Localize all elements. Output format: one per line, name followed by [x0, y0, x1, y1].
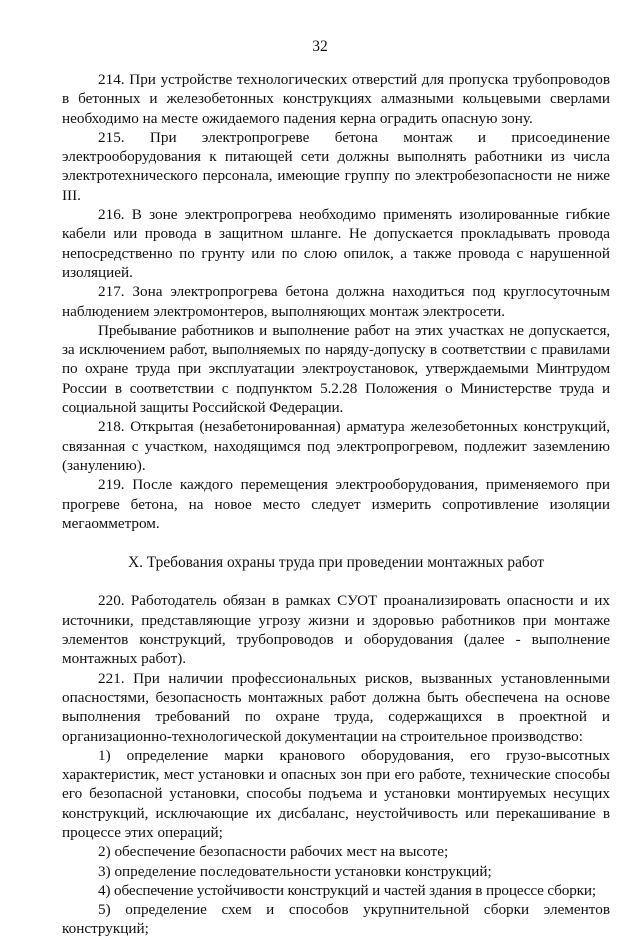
list-item-5: 5) определение схем и способов укрупнительной сборки элементов конструкций;	[62, 901, 610, 938]
paragraph-221: 221. При наличии профессиональных рисков, вызванных установленными опасностями, безопасность монтажных работ должна быть обеспечена на основе выполнения требований по охране труда, содержащихся в проектной и организационно-технологической документации на строительное производство:	[62, 669, 610, 745]
list-item-4: 4) обеспечение устойчивости конструкций и частей здания в процессе сборки;	[98, 881, 596, 899]
paragraph-216: 216. В зоне электропрогрева необходимо применять изолированные гибкие кабели или провода в защитном шланге. Не допускается прокладывать провода непосредственно по грунту или по слою опилок, а также провода с нарушенной изоляцией.	[62, 206, 610, 281]
paragraph-220: 220. Работодатель обязан в рамках СУОТ проанализировать опасности и их источники, представляющие угрозу жизни и здоровью работников при монтаже элементов конструкций, трубопроводов и оборудования (далее - выполнение монтажных работ).	[62, 592, 610, 668]
list-item-2: 2) обеспечение безопасности рабочих мест на высоте;	[98, 843, 449, 861]
paragraph-214: 214. При устройстве технологических отверстий для пропуска трубопроводов в бетонных и железобетонных конструкциях алмазными кольцевыми сверлами необходимо на месте ожидаемого падения керна оградить опасную зону.	[62, 71, 610, 127]
page-number: 32	[312, 38, 328, 55]
paragraph-217-continuation: Пребывание работников и выполнение работ на этих участках не допускается, за исключением работ, выполняемых по наряду-допуску в соответствии с правилами по охране труда при эксплуатации электроустановок, утверждаемыми Минтрудом России в соответствии с подпунктом 5.2.28 Положения о Министерстве труда и социальной защиты Российской Федерации.	[62, 321, 610, 417]
paragraph-218: 218. Открытая (незабетонированная) арматура железобетонных конструкций, связанная с участком, находящимся под электропрогревом, подлежит заземлению (занулению).	[62, 418, 610, 474]
paragraph-215: 215. При электропрогреве бетона монтаж и присоединение электрооборудования к питающей сети должны выполнять работники из числа электротехнического персонала, имеющие группу по электробезопасности не ниже III.	[62, 128, 610, 204]
list-item-1: 1) определение марки кранового оборудования, его грузо-высотных характеристик, мест установки и опасных зон при его работе, технические способы его безопасной установки, способы подъема и установки монтируемых несущих конструкций, исключающие их дисбаланс, неустойчивость или перекашивание в процессе этих операций;	[62, 746, 610, 841]
paragraph-219: 219. После каждого перемещения электрооборудования, применяемого при прогреве бетона, на новое место следует измерить сопротивление изоляции мегаомметром.	[62, 476, 610, 532]
document-body	[62, 70, 610, 939]
paragraph-217: 217. Зона электропрогрева бетона должна находиться под круглосуточным наблюдением электромонтеров, выполняющих монтаж электросети.	[62, 283, 610, 320]
section-title: X. Требования охраны труда при проведении монтажных работ	[128, 554, 544, 572]
list-item-3: 3) определение последовательности установки конструкций;	[98, 862, 492, 880]
